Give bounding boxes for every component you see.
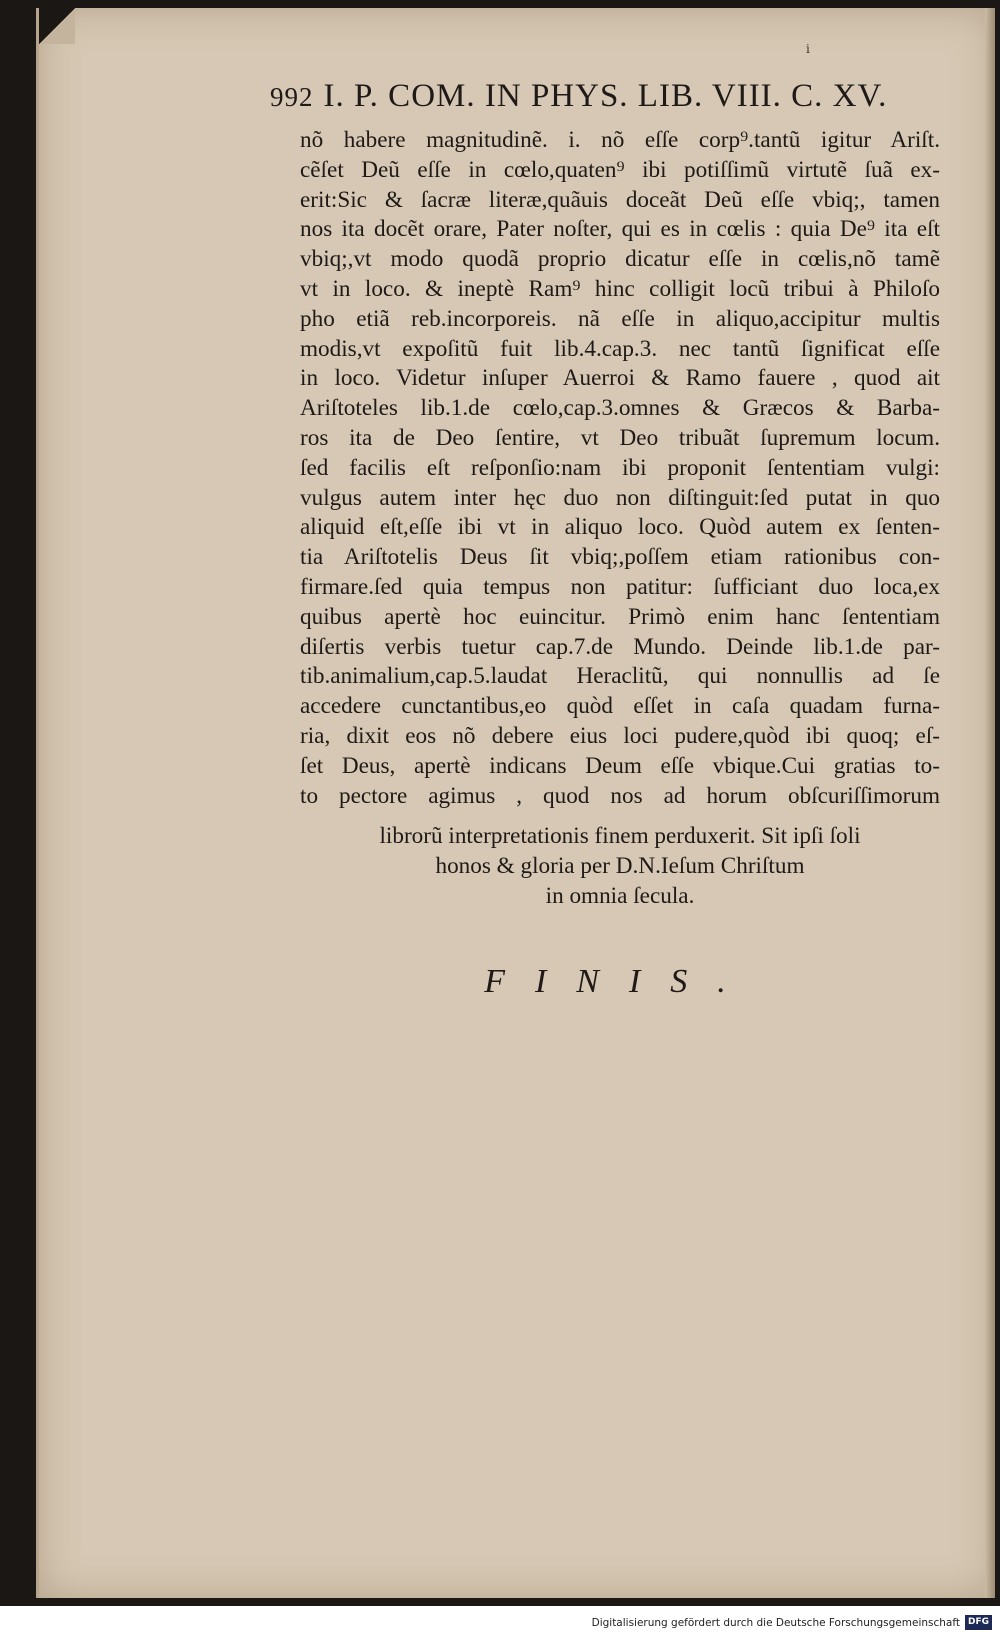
text-line: nõ habere magnitudinẽ. i. nõ eſſe corp⁹.tantũ igitur Ariſt. <box>300 127 940 153</box>
folio-mark: i <box>806 42 810 56</box>
text-line: vt in loco. & ineptè Ram⁹ hinc colligit locũ tribui à Philoſo <box>300 275 940 302</box>
text-line: ros ita de Deo ſentire, vt Deo tribuãt ſupremum locum. <box>300 424 940 451</box>
finis-heading: FINIS. <box>484 963 756 1000</box>
text-line: quibus apertè hoc euincitur. Primò enim hanc ſententiam <box>300 603 940 630</box>
text-line: modis,vt expoſitũ fuit lib.4.cap.3. nec tantũ ſignificat eſſe <box>300 335 940 362</box>
text-line: vbiq;,vt modo quodã proprio dicatur eſſe in cœlis,nõ tamẽ <box>300 246 940 273</box>
text-line: vulgus autem inter hęc duo non diſtinguit:ſed putat in quo <box>300 484 940 511</box>
text-line: ria, dixit eos nõ debere eius loci pudere,quòd ibi quoq; eſ- <box>300 722 940 749</box>
text-line: tib.animalium,cap.5.laudat Heraclitũ, qui nonnullis ad ſe <box>300 663 940 690</box>
text-line: firmare.ſed quia tempus non patitur: ſufficiant duo loca,ex <box>300 573 940 600</box>
text-line: to pectore agimus , quod nos ad horum obſcuriſſimorum <box>300 782 940 809</box>
text-line: Ariſtoteles lib.1.de cœlo,cap.3.omnes & Græcos & Barba- <box>300 395 940 422</box>
text-line: ſed facilis eſt reſponſio:nam ibi proponit ſententiam vulgi: <box>300 454 940 481</box>
text-line: erit:Sic & ſacræ literæ,quãuis doceãt Deũ eſſe vbiq;, tamen <box>300 186 940 213</box>
closing-line: honos & gloria per D.N.Ieſum Chriſtum <box>435 852 805 879</box>
dfg-logo: DFG <box>965 1615 992 1630</box>
page-number: 992 <box>270 82 314 112</box>
body-text <box>300 126 940 811</box>
text-line: tia Ariſtotelis Deus ſit vbiq;,poſſem etiam rationibus con- <box>300 544 940 571</box>
running-head-title: I. P. COM. IN PHYS. LIB. VIII. C. XV. <box>323 78 888 114</box>
footer-credit: Digitalisierung gefördert durch die Deutsche Forschungsgemeinschaft <box>591 1617 960 1629</box>
running-head <box>270 78 950 115</box>
text-line: ſet Deus, apertè indicans Deum eſſe vbique.Cui gratias to- <box>300 752 940 779</box>
page-edge <box>985 8 995 1598</box>
text-line: cẽſet Deũ eſſe in cœlo,quaten⁹ ibi potiſſimũ virtutẽ ſuã ex- <box>300 156 940 183</box>
text-line: accedere cunctantibus,eo quòd eſſet in caſa quadam furna- <box>300 693 940 720</box>
closing-text <box>300 822 940 911</box>
footer <box>0 1606 1000 1638</box>
text-line: aliquid eſt,eſſe ibi vt in aliquo loco. Quòd autem ex ſenten- <box>300 514 940 541</box>
text-line: pho etiã reb.incorporeis. nã eſſe in aliquo,accipitur multis <box>300 305 940 332</box>
closing-line: in omnia ſecula. <box>545 882 695 909</box>
text-line: diſertis verbis tuetur cap.7.de Mundo. Deinde lib.1.de par- <box>300 633 940 660</box>
page-corner <box>39 8 75 44</box>
text-line: in loco. Videtur inſuper Auerroi & Ramo fauere , quod ait <box>300 365 940 392</box>
closing-line: librorũ interpretationis finem perduxerit. Sit ipſi ſoli <box>379 823 861 849</box>
text-line: nos ita docẽt orare, Pater noſter, qui es in cœlis : quia De⁹ ita eſt <box>300 216 940 243</box>
